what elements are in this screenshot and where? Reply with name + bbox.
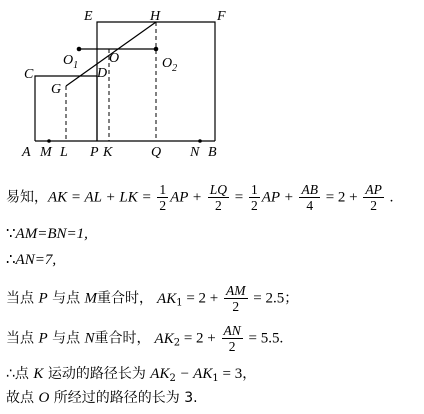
line6-c1: ∴点: [6, 366, 34, 382]
line5-lhs: AK: [154, 330, 174, 347]
line5-lhs-sub: 2: [173, 337, 181, 349]
because-symbol: ∵: [6, 226, 16, 242]
point-M: [47, 139, 51, 143]
label-F: F: [217, 9, 226, 24]
line6-m2-sub: 1: [212, 373, 219, 384]
line5-rhs: = 5.5: [244, 330, 280, 347]
line5-c1: 当点: [6, 330, 39, 347]
label-P: P: [90, 145, 99, 160]
line5-end: .: [279, 330, 284, 347]
line6-m1: AK: [150, 366, 170, 382]
geometry-figure: [0, 0, 424, 170]
label-L: L: [60, 145, 68, 160]
label-C: C: [24, 67, 34, 82]
line4-end: ；: [284, 290, 299, 307]
line7-c2: 所经过的路径的长为 3.: [49, 390, 198, 406]
line6-c2: 运动的路径长为: [43, 366, 151, 382]
line4-lhs-sub: 1: [176, 297, 183, 309]
line6-end: ，: [242, 366, 257, 382]
line1-end: .: [385, 189, 394, 206]
line4-eq: = 2 +: [182, 290, 222, 307]
solution-line-7: [6, 388, 198, 408]
line4-c1: 当点: [6, 290, 39, 307]
line4-v2: M: [84, 290, 98, 307]
line5-v1: P: [38, 330, 48, 347]
point-O1: [77, 47, 82, 52]
line4-c2: 与点: [47, 290, 85, 307]
line1-t4: = 2 +: [321, 189, 362, 206]
line1-lhs: AK = AL + LK =: [48, 189, 156, 206]
line4-v1: P: [38, 290, 48, 307]
label-O: O: [109, 51, 120, 66]
line1-prefix: 易知，: [6, 189, 48, 206]
solution-line-1: [6, 182, 393, 213]
point-O2: [154, 47, 159, 52]
line4-c3: 重合时，: [97, 290, 154, 307]
solution-line-6: [6, 364, 256, 389]
label-O2: $O_2$: [162, 56, 178, 74]
line5-c2: 与点: [47, 330, 85, 347]
solution-line-5: [6, 323, 283, 354]
line3-text: AN=7,: [15, 252, 57, 268]
solution-line-2: [6, 224, 88, 244]
line4-lhs: AK: [157, 290, 177, 307]
label-H: H: [150, 9, 161, 24]
line6-m3: = 3: [218, 366, 243, 382]
label-D: D: [97, 66, 108, 81]
line5-eq: = 2 +: [180, 330, 220, 347]
line5-c3: 重合时，: [94, 330, 151, 347]
line2-text: AM=BN=1,: [15, 226, 88, 242]
line1-t1: AP +: [170, 189, 206, 206]
line1-frac4: $\frac{AB}{4}$: [301, 182, 318, 213]
line4-rhs: = 2.5: [249, 290, 285, 307]
line1-frac2: $\frac{LQ}{2}$: [209, 182, 228, 213]
line1-frac3: $\frac{1}{2}$: [251, 182, 258, 213]
line6-m1-sub: 2: [169, 373, 176, 384]
therefore-symbol: ∴: [6, 252, 16, 268]
line7-v1: O: [38, 390, 50, 406]
line6-v1: K: [33, 366, 44, 382]
solution-line-4: [6, 283, 298, 314]
line1-t2: =: [231, 189, 248, 206]
label-M: M: [40, 145, 52, 160]
line1-frac5: $\frac{AP}{2}$: [365, 182, 382, 213]
line4-frac: $\frac{AM}{2}$: [226, 283, 246, 314]
label-B: B: [208, 145, 217, 160]
label-K: K: [103, 145, 113, 160]
line1-frac1: $\frac{1}{2}$: [159, 182, 167, 213]
label-E: E: [84, 9, 93, 24]
line1-t3: AP +: [261, 189, 298, 206]
line7-c1: 故点: [6, 390, 39, 406]
label-O1: $O_1$: [63, 53, 79, 71]
label-N: N: [190, 145, 200, 160]
solution-line-3: [6, 250, 56, 270]
label-G: G: [51, 82, 62, 97]
line5-v2: N: [84, 330, 95, 347]
line5-frac: $\frac{AN}{2}$: [223, 323, 241, 354]
line6-m2: − AK: [175, 366, 213, 382]
point-N: [198, 139, 202, 143]
label-A: A: [22, 145, 31, 160]
label-Q: Q: [151, 145, 162, 160]
